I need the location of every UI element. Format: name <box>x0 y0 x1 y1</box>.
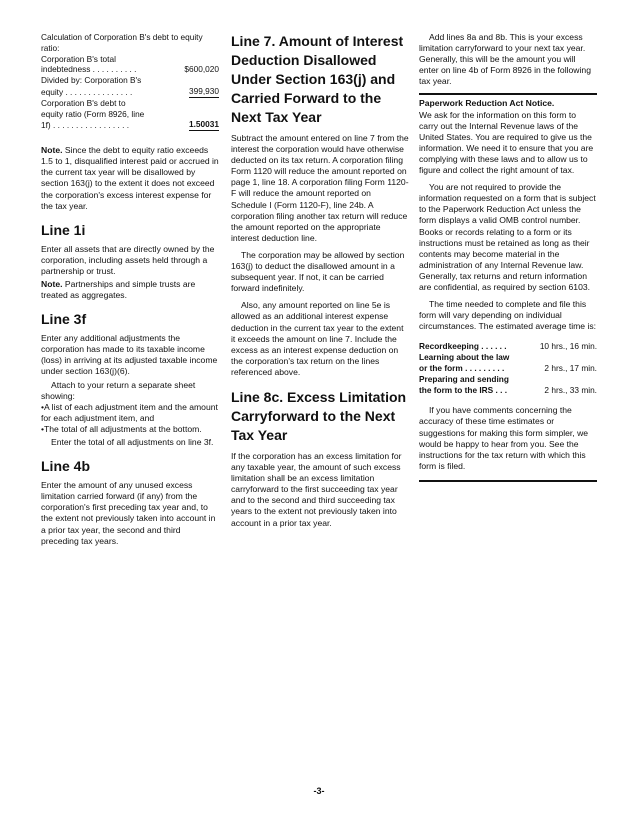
line-3f-paragraph-2: Attach to your return a separate sheet showing: <box>41 379 196 401</box>
calc-row1-label-a: Corporation B's total <box>41 53 116 64</box>
calc-row3-label-b: equity ratio (Form 8926, line <box>41 108 145 119</box>
time-row-value: 2 hrs., 17 min. <box>544 363 597 374</box>
line-3f-heading: Line 3f <box>41 311 87 328</box>
calc-row1-label-b: indebtedness . . . . . . . . . . <box>41 64 137 75</box>
line-7-paragraph-1: Subtract the amount entered on line 7 from the interest the corporation would have otherwise deducted on its tax return. A corporation filing Form 1120 will reduce the amount reported on page 1, line 18. A corporation filing Form 1120-F will reduce the amount reported on Schedule I (Form 1120-F), line 24b. A corporation filing another tax return will reduce the amount reported on the appropriate interest deduction line. <box>231 133 409 243</box>
line-3f-bullet-2 <box>41 424 219 435</box>
note-debt-ratio <box>41 145 219 212</box>
line-1i-heading: Line 1i <box>41 221 86 238</box>
time-row-label: Learning about the law <box>419 352 510 363</box>
time-row-label: the form to the IRS . . . <box>419 385 508 396</box>
paperwork-paragraph-4: If you have comments concerning the accuracy of these time estimates or suggestions for making this form simpler, we would be happy to hear from you. See the instructions for the tax return with which this form is filed. <box>419 405 589 471</box>
paperwork-reduction-heading: Paperwork Reduction Act Notice. <box>419 98 555 109</box>
note-text: Since the debt to equity ratio exceeds 1.5 to 1, disqualified interest paid or accrued in the current tax year will be disallowed by section 163(j) to the extent it does not exceed the corporation's excess interest expense for the tax year. <box>41 145 219 211</box>
note-label: Note. <box>41 145 63 156</box>
line-7-heading: Line 7. Amount of Interest Deduction Disallowed Under Section 163(j) and Carried Forward to the Next Tax Year <box>231 33 404 125</box>
end-rule <box>419 480 597 482</box>
calc-row3-label-a: Corporation B's debt to <box>41 97 126 108</box>
time-row <box>419 341 597 352</box>
time-row-label: Preparing and sending <box>419 374 509 385</box>
note-text: Partnerships and simple trusts are treated as aggregates. <box>41 279 196 301</box>
bullet-text: The total of all adjustments at the bottom. <box>44 423 202 434</box>
paperwork-paragraph-2: You are not required to provide the information requested on a form that is subject to the Paperwork Reduction Act unless the form displays a valid OMB control number. Books or records relating to a form or its instructions must be retained as long as their contents may become material in the administration of any Internal Revenue law. Generally, tax returns and return information are confidential, as required by section 6103. <box>419 182 596 292</box>
calc-row3-label-c: 1f) . . . . . . . . . . . . . . . . . <box>41 120 130 131</box>
note-partnerships <box>41 279 219 301</box>
line-3f-paragraph-1: Enter any additional adjustments the corporation has made to its taxable income (loss) in arriving at its adjusted taxable income under section 163(j)(6). <box>41 333 218 377</box>
time-estimates <box>419 341 597 396</box>
calc-row-ratio <box>41 119 219 131</box>
line-4b-text: Enter the amount of any unused excess limitation carried forward (if any) from the corporation's first preceding tax year and, to the extent not previously taken into account in a prior tax year, the second and third preceding tax years. <box>41 480 216 546</box>
time-row-label: or the form . . . . . . . . . <box>419 363 505 374</box>
line-3f-paragraph-3: Enter the total of all adjustments on line 3f. <box>51 437 214 448</box>
time-row-label: Recordkeeping . . . . . . <box>419 341 507 352</box>
section-divider <box>419 93 597 95</box>
paperwork-paragraph-3: The time needed to complete and file this form will vary depending on individual circumstances. The estimated average time is: <box>419 299 597 332</box>
calc-row2-value: 399,930 <box>189 85 219 96</box>
time-row <box>419 374 597 385</box>
calc-row2-label-a: Divided by: Corporation B's <box>41 75 142 86</box>
line-4b-heading: Line 4b <box>41 458 91 475</box>
carryforward-paragraph: Add lines 8a and 8b. This is your excess limitation carryforward to your next tax year. Generally, this will be the amount you will enter on line 4b of Form 8926 in the following tax year. <box>419 32 591 87</box>
column-right <box>419 32 597 482</box>
line-8c-heading: Line 8c. Excess Limitation Carryforward to the Next Tax Year <box>231 388 407 443</box>
calc-row2-label-b: equity . . . . . . . . . . . . . . . <box>41 86 133 97</box>
line-3f-bullet-1 <box>41 402 219 424</box>
time-row-value: 2 hrs., 33 min. <box>544 385 597 396</box>
column-middle <box>231 32 409 529</box>
time-row <box>419 352 597 363</box>
note-label: Note. <box>41 279 63 290</box>
line-1i-text: Enter all assets that are directly owned by the corporation, including assets held through a partnership or trust. <box>41 243 215 276</box>
calc-row-equity <box>41 86 219 98</box>
time-row-value: 10 hrs., 16 min. <box>539 341 597 352</box>
bullet-text: A list of each adjustment item and the amount for each adjustment item, and <box>41 401 218 423</box>
line-7-paragraph-2: The corporation may be allowed by section 163(j) to deduct the disallowed amount in a subsequent year. If not, it can be carried forward indefinitely. <box>231 249 405 294</box>
calc-row1-value: $600,020 <box>184 64 219 75</box>
calc-row3-value: 1.50031 <box>189 119 219 130</box>
column-left <box>41 32 219 547</box>
time-row <box>419 385 597 396</box>
page-number: -3- <box>313 786 325 796</box>
calc-row-indebtedness <box>41 64 219 75</box>
calc-intro: Calculation of Corporation B's debt to equity ratio: <box>41 32 203 53</box>
debt-equity-calculation <box>41 32 219 131</box>
time-row <box>419 363 597 374</box>
line-8c-text: If the corporation has an excess limitation for any taxable year, the amount of such excess limitation shall be an excess limitation carryforward to the first succeeding tax year and to the second and third succeeding tax years to the extent not previously taken into account in a prior tax year. <box>231 450 402 528</box>
line-7-paragraph-3: Also, any amount reported on line 5e is allowed as an additional interest expense deduction in the current tax year to the extent it exceeds the amount on line 7. Include the excess as an interest expense deduction on the corporation's tax return on the lines referenced above. <box>231 300 404 377</box>
paperwork-paragraph-1: We ask for the information on this form to carry out the Internal Revenue laws of the United States. You are required to give us the information. We need it to ensure that you are complying with these laws and to allow us to figure and collect the right amount of tax. <box>419 109 594 176</box>
